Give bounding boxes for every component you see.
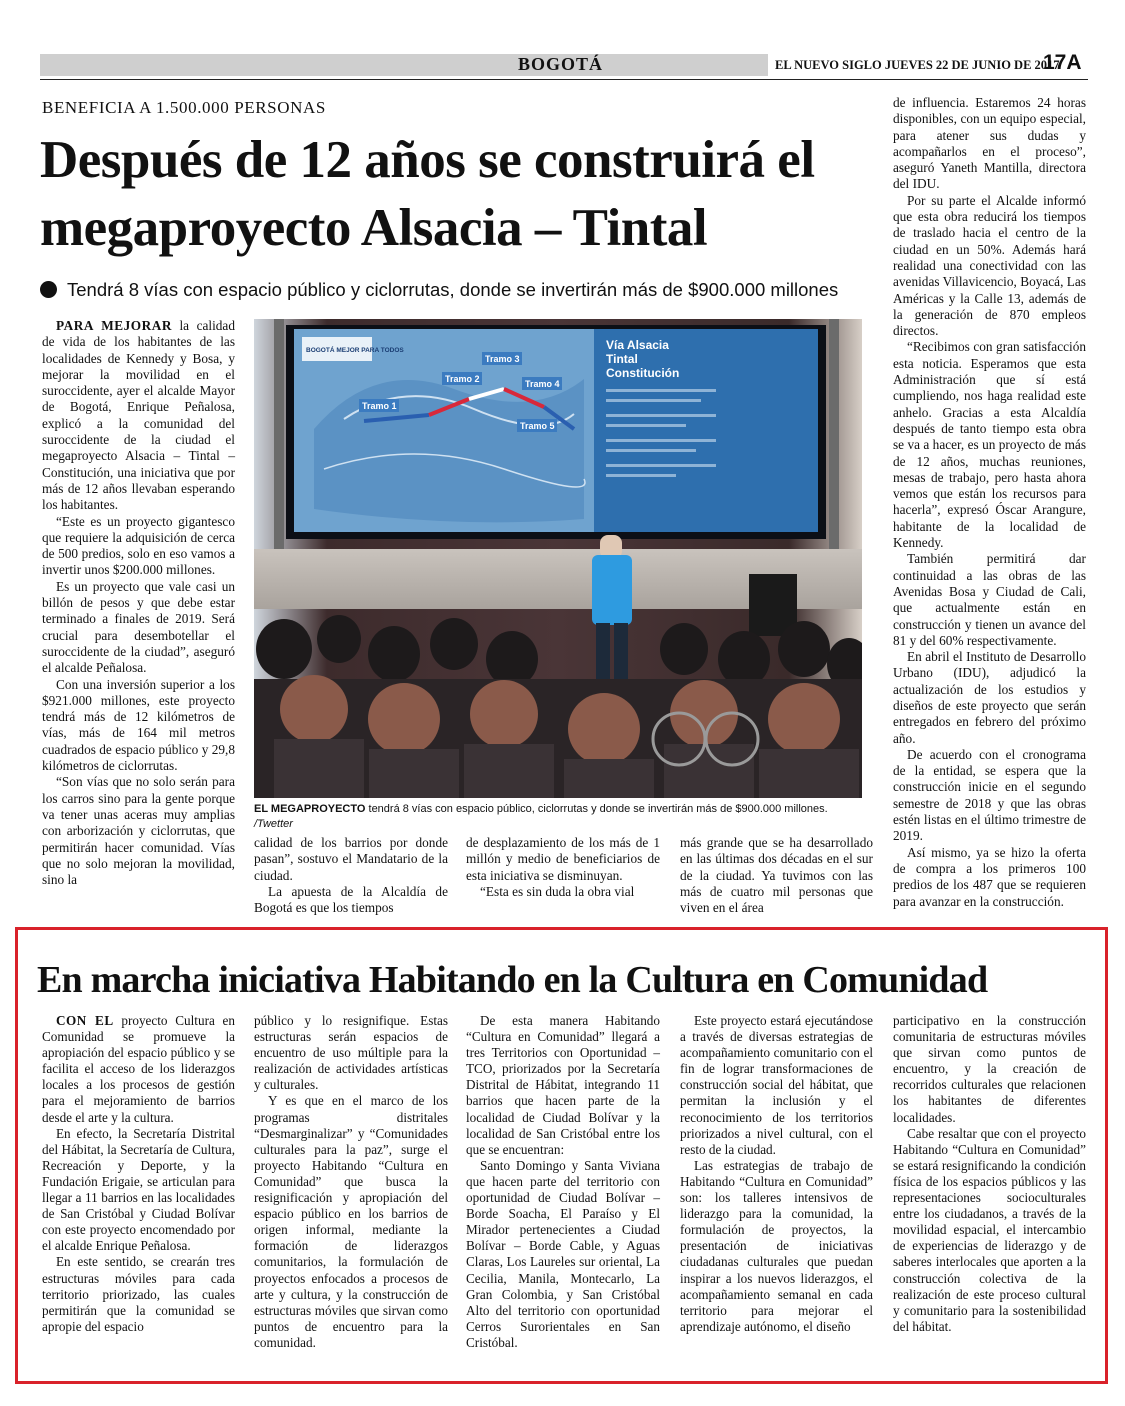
article-column-4 xyxy=(680,835,873,916)
paragraph: público y lo resignifique. Estas estructuras serán espacios de encuentro de uso múltiple para la realización de actividades artísticas y culturales. xyxy=(254,1013,448,1093)
paragraph: PARA MEJORAR la calidad de vida de los habitantes de las localidades de Kennedy y Bosa, y mejorar la movilidad en el suroccidente, ayer el alcalde Mayor de Bogotá, Enrique Peñalosa, explicó a la comunidad del suroccidente de la ciudad el megaproyecto Alsacia – Tintal – Constitución, una iniciativa que por más de 12 años llevaban esperando los habitantes. xyxy=(42,318,235,513)
article-headline: Después de 12 años se construirá el megaproyecto Alsacia – Tintal xyxy=(40,131,815,257)
paragraph: Así mismo, ya se hizo la oferta de compra a los primeros 100 predios de los 487 que se requieren para avanzar en la construcción. xyxy=(893,844,1086,909)
lead-in: CON EL xyxy=(56,1013,114,1028)
paragraph: Las estrategias de trabajo de Habitando “Cultura en Comunidad” son: los talleres intensivos de liderazgo para la comunidad, la formulación de proyectos, la presentación de iniciativas ciudadanas culturales que puedan inspirar a los nuevos liderazgos, el acompañamiento semanal en cada territorio para mejorar el aprendizaje autónomo, el diseño xyxy=(680,1157,873,1334)
issue-info: EL NUEVO SIGLO JUEVES 22 DE JUNIO DE 2017 xyxy=(775,58,1060,72)
article-column-5 xyxy=(893,95,1086,910)
caption-text: tendrá 8 vías con espacio público, ciclorrutas y donde se invertirán más de $900.000 millones. xyxy=(365,803,828,815)
article-column-2 xyxy=(254,835,448,916)
paragraph: Con una inversión superior a los $921.000 millones, este proyecto tendrá más de 12 kilómetros de vías, más de 164 mil metros cuadrados de espacio público y 29,8 kilómetros de ciclorrutas. xyxy=(42,676,235,774)
screen-title-2: Tintal xyxy=(606,352,638,366)
paragraph: “Son vías que no solo serán para los carros sino para la gente porque va tener unas aceras muy amplias con arborización y ciclorrutas, que permitirán hacer comunidad. Vías que no solo mejoran la movilidad, sino la xyxy=(42,774,235,888)
article2-column-1 xyxy=(42,1013,235,1335)
photo-credit: /Twetter xyxy=(254,818,293,830)
article2-headline: En marcha iniciativa Habitando en la Cultura en Comunidad xyxy=(37,959,988,1001)
paragraph: más grande que se ha desarrollado en las últimas dos décadas en el sur de la ciudad. Ya tuvimos con las más de cuatro mil personas que viven en el área xyxy=(680,835,873,916)
page-number: 17A xyxy=(1043,51,1082,74)
article2-column-2 xyxy=(254,1013,448,1351)
paragraph: Santo Domingo y Santa Viviana que hacen parte del territorio con oportunidad de Ciudad Bolívar – Borde Soacha, El Paraíso y El Mirador pertenecientes a Ciudad Bolívar – Borde Cable, y Aguas Claras, Los Laureles sur oriental, La Cecilia, Manila, Montecarlo, La Gran Colombia, y San Cristóbal Alto del territorio con oportunidad Cerros Surorientales en San Cristóbal. xyxy=(466,1157,660,1350)
paragraph: de desplazamiento de los más de 1 millón y medio de beneficiarios de esta iniciativa se disminuyan. xyxy=(466,835,660,883)
paragraph: También permitirá dar continuidad a las obras de las Avenidas Bosa y Ciudad de Cali, que actualmente están en construcción y tienen un avance del 81 y del 60% respectivamente. xyxy=(893,551,1086,648)
paragraph: En efecto, la Secretaría Distrital del Hábitat, la Secretaría de Cultura, Recreación y Deporte, y la Fundación Erigaie, se articulan para llegar a 11 barrios en las localidades de San Cristóbal y Ciudad Bolívar con este proyecto encomendado por el alcalde Enrique Peñalosa. xyxy=(42,1125,235,1254)
paragraph: De esta manera Habitando “Cultura en Comunidad” llegará a tres Territorios con Oportunidad – TCO, priorizados por la Secretaría Distrital de Hábitat, integrando 11 barrios que hacen parte de la localidad de Ciudad Bolívar y la localidad de San Cristóbal entre los que se encuentran: xyxy=(466,1013,660,1157)
paragraph: “Esta es sin duda la obra vial xyxy=(480,883,635,899)
paragraph: Cabe resaltar que con el proyecto Habitando “Cultura en Comunidad” se estará resignificando la condición física de los espacios públicos y las representaciones socioculturales entre los ciudadanos, a través de la movilidad espacial, el intercambio de experiencias de liderazgo y de saberes interlocales que aporten a la construcción colectiva de la realización de este proceso cultural y comunitario para la sostenibilidad del hábitat. xyxy=(893,1125,1086,1334)
screen-title-1: Vía Alsacia xyxy=(606,338,669,352)
paragraph: “Este es un proyecto gigantesco que requiere la adquisición de cerca de 500 predios, solo en eso vamos a invertir unos $200.000 millones. xyxy=(42,513,235,578)
paragraph: La apuesta de la Alcaldía de Bogotá es que los tiempos xyxy=(254,883,448,916)
tramo-3-label: Tramo 3 xyxy=(485,354,520,364)
tramo-4-label: Tramo 4 xyxy=(525,379,560,389)
paragraph: Es un proyecto que vale casi un billón de pesos y que debe estar terminado a finales de 2019. Será crucial para desembotellar el suroccidente de la ciudad”, aseguró el alcalde Peñalosa. xyxy=(42,578,235,676)
paragraph: De acuerdo con el cronograma de la entidad, se espera que la construcción inicie en el segundo semestre de 2018 y que las obras estén listas en el último trimestre de 2019. xyxy=(893,746,1086,844)
caption-lead: EL MEGAPROYECTO xyxy=(254,803,366,815)
photo-caption xyxy=(254,802,862,832)
article2-column-3 xyxy=(466,1013,660,1351)
screen-title-3: Constitución xyxy=(606,366,680,380)
article-subhead xyxy=(40,279,890,301)
lead-in: PARA MEJORAR xyxy=(56,318,172,333)
tramo-5-label: Tramo 5 xyxy=(520,421,555,431)
paragraph: “Recibimos con gran satisfacción esta noticia. Esperamos que esta Administración que sí está cumpliendo, nos haga realidad este anhelo. Gracias a esta Alcaldía después de tanto tiempo esta obra se va a hacer, es un proyecto de más de 12 años, muchas reuniones, mesas de trabajo, pero hasta ahora vemos que están los recursos para hacerla”, expresó Óscar Arangure, habitante de la localidad de Kennedy. xyxy=(893,339,1086,551)
tramo-2-label: Tramo 2 xyxy=(445,374,480,384)
paragraph: Este proyecto estará ejecutándose a través de diversas estrategias de acompañamiento comunitario con el fin de lograr transformaciones de construcción social del hábitat, que permitan la inclusión y el reconocimiento de los territorios priorizados a nivel cultural, con el resto de la ciudad. xyxy=(680,1013,873,1157)
paragraph: participativo en la construcción comunitaria de estructuras móviles que sirvan como puntos de encuentro, y la creación de recorridos culturales que relacionen los habitantes de diferentes localidades. xyxy=(893,1013,1086,1125)
article-column-1 xyxy=(42,318,235,888)
paragraph: de influencia. Estaremos 24 horas disponibles, con un equipo especial, para atener sus dudas y acompañarlos en el proceso”, aseguró Yaneth Mantilla, directora del IDU. xyxy=(893,95,1086,192)
article-kicker: BENEFICIA A 1.500.000 PERSONAS xyxy=(42,98,326,117)
article-column-3 xyxy=(466,835,660,900)
bogota-logo-text: BOGOTÁ MEJOR PARA TODOS xyxy=(306,347,404,354)
paragraph: En abril el Instituto de Desarrollo Urbano (IDU), adjudicó la actualización de los estudios y diseños de este proyecto que serán entregados en febrero del próximo año. xyxy=(893,649,1086,746)
page-header xyxy=(40,50,1088,80)
paragraph: Y es que en el marco de los programas distritales “Desmarginalizar” y “Comunidades culturales para la paz”, surge el proyecto Habitando “Cultura en Comunidad” que busca la resignificación y apropiación del espacio público en los barrios de origen informal, mediante la formación de liderazgos comunitarios, la formulación de proyectos enfocados a procesos de arte y cultura, y la construcción de estructuras móviles que sirvan como puntos de encuentro para la comunidad. xyxy=(254,1093,448,1350)
paragraph: calidad de los barrios por donde pasan”, sostuvo el Mandatario de la ciudad. xyxy=(254,835,448,883)
article2-column-5 xyxy=(893,1013,1086,1335)
header-gray-band xyxy=(40,54,768,76)
paragraph: Por su parte el Alcalde informó que esta obra reducirá los tiempos de traslado hacia el centro de la ciudad en un 50%. Además hará realidad una conectividad con las avenidas Villavicencio, Boyacá, Las Américas y la Calle 13, además de la generación de 870 empleos directos. xyxy=(893,192,1086,339)
article-photo xyxy=(254,319,862,798)
paragraph: En este sentido, se crearán tres estructuras móviles para cada territorio priorizado, las cuales permitirán que la comunidad se apropie del espacio xyxy=(42,1254,235,1334)
tramo-1-label: Tramo 1 xyxy=(362,401,397,411)
section-name: BOGOTÁ xyxy=(518,54,604,74)
bullet-icon xyxy=(40,281,57,298)
paragraph: CON EL proyecto Cultura en Comunidad se promueve la apropiación del espacio público y se facilita el acceso de los liderazgos locales a los procesos de gestión para el mejoramiento de barrios desde el arte y la cultura. xyxy=(42,1013,235,1125)
subhead-text: Tendrá 8 vías con espacio público y ciclorrutas, donde se invertirán más de $900.000 millones xyxy=(67,279,839,300)
article2-column-4 xyxy=(680,1013,873,1335)
photo-illustration xyxy=(254,319,862,798)
